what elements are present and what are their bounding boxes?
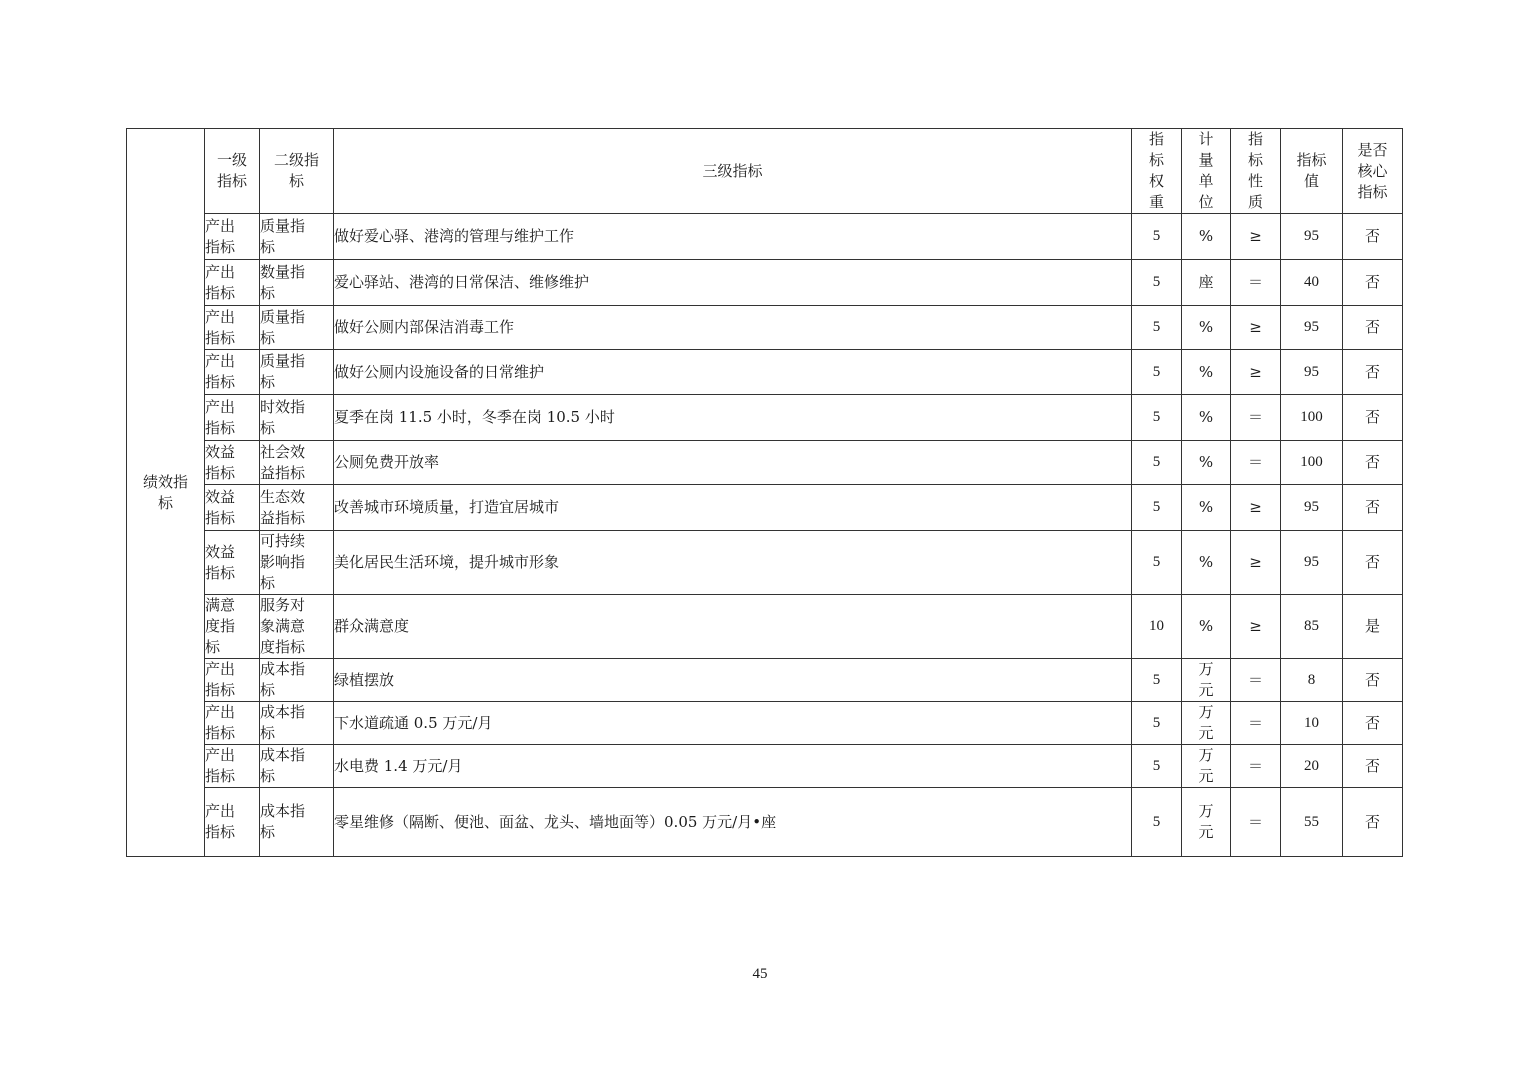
indicator-description: 公厕免费开放率: [334, 441, 1132, 485]
indicator-description: 做好公厕内部保洁消毒工作: [334, 306, 1132, 350]
nature-cell: ＝: [1231, 260, 1281, 306]
value-cell: 100: [1281, 441, 1343, 485]
unit-cell: %: [1182, 306, 1231, 350]
table-row: [127, 260, 1403, 306]
value-cell: 85: [1281, 595, 1343, 659]
level2-cell: 数量指标: [260, 260, 334, 306]
indicator-description: 水电费 1.4 万元/月: [334, 745, 1132, 788]
value-cell: 40: [1281, 260, 1343, 306]
value-cell: 55: [1281, 788, 1343, 857]
nature-cell: ＝: [1231, 702, 1281, 745]
core-cell: 否: [1343, 350, 1403, 395]
level1-cell: 产出指标: [205, 350, 260, 395]
core-cell: 是: [1343, 595, 1403, 659]
header-level2: 二级指标: [260, 129, 334, 214]
nature-cell: ＝: [1231, 395, 1281, 441]
indicator-description: 绿植摆放: [334, 659, 1132, 702]
level1-cell: 效益指标: [205, 485, 260, 531]
core-cell: 否: [1343, 306, 1403, 350]
level2-cell: 服务对象满意度指标: [260, 595, 334, 659]
unit-cell: 万元: [1182, 659, 1231, 702]
table-row: [127, 745, 1403, 788]
indicator-description: 改善城市环境质量，打造宜居城市: [334, 485, 1132, 531]
value-cell: 95: [1281, 350, 1343, 395]
table-header-row: [127, 129, 1403, 214]
core-cell: 否: [1343, 531, 1403, 595]
unit-cell: %: [1182, 531, 1231, 595]
value-cell: 95: [1281, 214, 1343, 260]
nature-cell: ＝: [1231, 788, 1281, 857]
group-label-cell: [127, 129, 205, 857]
weight-cell: 5: [1132, 395, 1182, 441]
value-cell: 8: [1281, 659, 1343, 702]
weight-cell: 5: [1132, 702, 1182, 745]
value-cell: 20: [1281, 745, 1343, 788]
header-nature: 指标性质: [1231, 129, 1281, 214]
nature-cell: ≥: [1231, 350, 1281, 395]
indicator-description: 做好爱心驿、港湾的管理与维护工作: [334, 214, 1132, 260]
table-row: [127, 595, 1403, 659]
indicator-description: 下水道疏通 0.5 万元/月: [334, 702, 1132, 745]
table-row: [127, 395, 1403, 441]
core-cell: 否: [1343, 441, 1403, 485]
weight-cell: 5: [1132, 659, 1182, 702]
unit-cell: %: [1182, 441, 1231, 485]
weight-cell: 5: [1132, 350, 1182, 395]
indicator-description: 美化居民生活环境，提升城市形象: [334, 531, 1132, 595]
performance-indicator-table: [126, 128, 1403, 857]
level2-cell: 成本指标: [260, 659, 334, 702]
weight-cell: 10: [1132, 595, 1182, 659]
unit-cell: %: [1182, 350, 1231, 395]
unit-cell: %: [1182, 214, 1231, 260]
level2-cell: 社会效益指标: [260, 441, 334, 485]
table-row: [127, 441, 1403, 485]
level1-cell: 效益指标: [205, 441, 260, 485]
core-cell: 否: [1343, 745, 1403, 788]
core-cell: 否: [1343, 260, 1403, 306]
level2-cell: 可持续影响指标: [260, 531, 334, 595]
unit-cell: %: [1182, 595, 1231, 659]
header-value: 指标值: [1281, 129, 1343, 214]
table-row: [127, 531, 1403, 595]
level1-cell: 满意度指标: [205, 595, 260, 659]
unit-cell: 万元: [1182, 702, 1231, 745]
core-cell: 否: [1343, 702, 1403, 745]
value-cell: 95: [1281, 306, 1343, 350]
unit-cell: 座: [1182, 260, 1231, 306]
nature-cell: ＝: [1231, 745, 1281, 788]
core-cell: 否: [1343, 485, 1403, 531]
table-row: [127, 659, 1403, 702]
level1-cell: 产出指标: [205, 702, 260, 745]
indicator-description: 做好公厕内设施设备的日常维护: [334, 350, 1132, 395]
weight-cell: 5: [1132, 531, 1182, 595]
indicator-description: 爱心驿站、港湾的日常保洁、维修维护: [334, 260, 1132, 306]
unit-cell: %: [1182, 485, 1231, 531]
group-label: 绩效指标: [142, 472, 188, 512]
nature-cell: ≥: [1231, 595, 1281, 659]
nature-cell: ≥: [1231, 214, 1281, 260]
indicator-description: 零星维修（隔断、便池、面盆、龙头、墙地面等）0.05 万元/月•座: [334, 788, 1132, 857]
unit-cell: %: [1182, 395, 1231, 441]
level1-cell: 效益指标: [205, 531, 260, 595]
nature-cell: ≥: [1231, 485, 1281, 531]
value-cell: 95: [1281, 485, 1343, 531]
header-level3: 三级指标: [334, 129, 1132, 214]
weight-cell: 5: [1132, 260, 1182, 306]
core-cell: 否: [1343, 395, 1403, 441]
table-row: [127, 306, 1403, 350]
level2-cell: 质量指标: [260, 350, 334, 395]
level1-cell: 产出指标: [205, 214, 260, 260]
level2-cell: 时效指标: [260, 395, 334, 441]
level1-cell: 产出指标: [205, 659, 260, 702]
level2-cell: 成本指标: [260, 702, 334, 745]
level1-cell: 产出指标: [205, 788, 260, 857]
level1-cell: 产出指标: [205, 395, 260, 441]
indicator-description: 夏季在岗 11.5 小时，冬季在岗 10.5 小时: [334, 395, 1132, 441]
core-cell: 否: [1343, 659, 1403, 702]
header-weight: 指标权重: [1132, 129, 1182, 214]
header-unit: 计量单位: [1182, 129, 1231, 214]
weight-cell: 5: [1132, 306, 1182, 350]
core-cell: 否: [1343, 214, 1403, 260]
level2-cell: 成本指标: [260, 745, 334, 788]
header-level1: 一级指标: [205, 129, 260, 214]
level2-cell: 成本指标: [260, 788, 334, 857]
nature-cell: ＝: [1231, 441, 1281, 485]
table-row: [127, 788, 1403, 857]
value-cell: 100: [1281, 395, 1343, 441]
value-cell: 10: [1281, 702, 1343, 745]
weight-cell: 5: [1132, 485, 1182, 531]
value-cell: 95: [1281, 531, 1343, 595]
table-row: [127, 350, 1403, 395]
page-number: 45: [752, 966, 768, 982]
unit-cell: 万元: [1182, 745, 1231, 788]
level1-cell: 产出指标: [205, 745, 260, 788]
weight-cell: 5: [1132, 745, 1182, 788]
nature-cell: ≥: [1231, 531, 1281, 595]
level1-cell: 产出指标: [205, 306, 260, 350]
table-row: [127, 702, 1403, 745]
header-core: 是否核心指标: [1343, 129, 1403, 214]
weight-cell: 5: [1132, 441, 1182, 485]
level2-cell: 质量指标: [260, 306, 334, 350]
table-row: [127, 214, 1403, 260]
weight-cell: 5: [1132, 788, 1182, 857]
nature-cell: ≥: [1231, 306, 1281, 350]
table-row: [127, 485, 1403, 531]
level2-cell: 生态效益指标: [260, 485, 334, 531]
unit-cell: 万元: [1182, 788, 1231, 857]
level2-cell: 质量指标: [260, 214, 334, 260]
weight-cell: 5: [1132, 214, 1182, 260]
nature-cell: ＝: [1231, 659, 1281, 702]
core-cell: 否: [1343, 788, 1403, 857]
indicator-description: 群众满意度: [334, 595, 1132, 659]
level1-cell: 产出指标: [205, 260, 260, 306]
